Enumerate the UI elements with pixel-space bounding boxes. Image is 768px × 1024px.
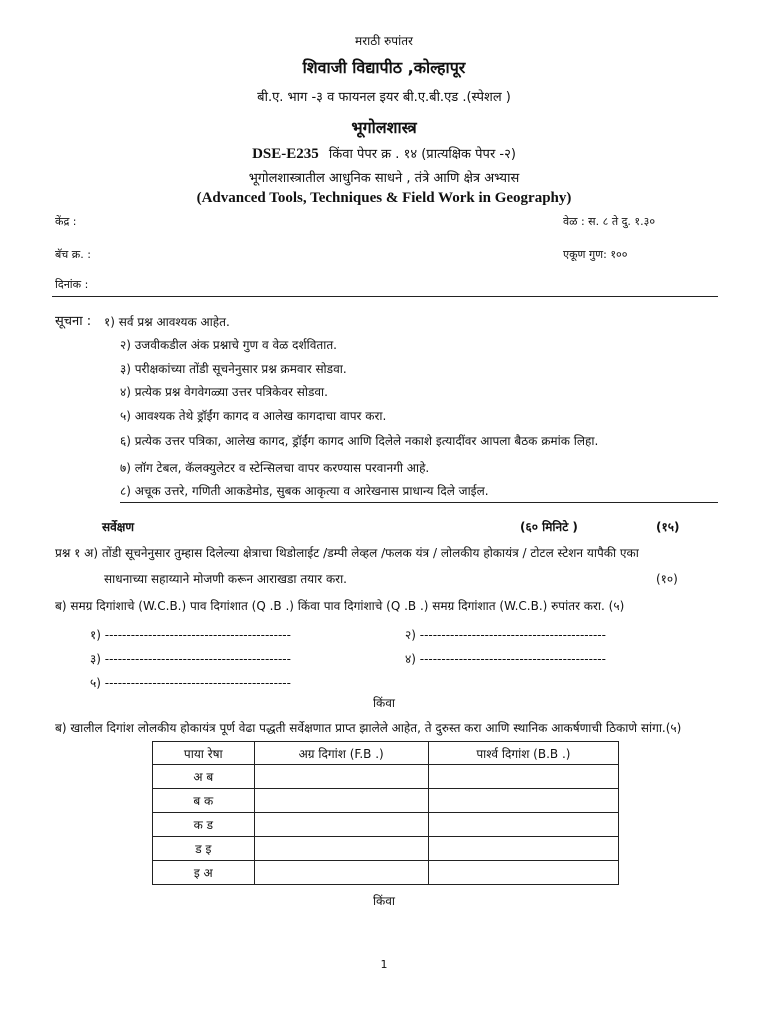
answer-blank: २) -------------------------------------------	[405, 628, 606, 642]
table-cell-line: ड इ	[153, 837, 255, 861]
section-title: सर्वेक्षण	[102, 520, 135, 534]
table-header: अग्र दिगांश (F.B .)	[254, 742, 428, 765]
translation-note: मराठी रुपांतर	[355, 34, 413, 48]
instruction-item: ६) प्रत्येक उत्तर पत्रिका, आलेख कागद, ड्रॉईंग कागद आणि दिलेले नकाशे इत्यादींवर आपला बैठक क्रमांक लिहा.	[120, 434, 599, 448]
table-cell-bb[interactable]	[428, 837, 618, 861]
table-cell-bb[interactable]	[428, 813, 618, 837]
title-english: (Advanced Tools, Techniques & Field Work in Geography)	[196, 190, 572, 206]
table-row	[153, 861, 619, 885]
answer-blank: ४) -------------------------------------------	[405, 652, 606, 666]
university-name: शिवाजी विद्यापीठ ,कोल्हापूर	[302, 58, 466, 77]
instructions-label: सूचना :	[55, 314, 92, 329]
paper-code: DSE-E235	[252, 146, 319, 162]
or-label: किंवा	[372, 894, 396, 908]
paper-info: किंवा पेपर क्र . १४ (प्रात्यक्षिक पेपर -२)	[328, 147, 516, 162]
question-1b-alt-text: ब) खालील दिगांश लोलकीय होकायंत्र पूर्ण वेढा पद्धती सर्वेक्षणात प्राप्त झालेले आहेत, ते दुरुस्त करा आणि स्थानिक आकर्षणाची ठिकाणे सांगा.(५)	[55, 721, 682, 735]
table-header: पार्श्व दिगांश (B.B .)	[428, 742, 618, 765]
table-cell-fb[interactable]	[254, 789, 428, 813]
instruction-item: ८) अचूक उत्तरे, गणिती आकडेमोड, सुबक आकृत्या व आरेखनास प्राधान्य दिले जाईल.	[120, 484, 489, 498]
page-number: 1	[380, 958, 388, 971]
marks-label: एकूण गुण: १००	[563, 248, 628, 261]
question-1b-text: ब) समग्र दिगांशाचे (W.C.B.) पाव दिगांशात (Q .B .) किंवा पाव दिगांशाचे (Q .B .) समग्र दिगांशात (W.C.B.) रुपांतर करा. (५)	[55, 599, 625, 613]
instruction-item: ५) आवश्यक तेथे ड्रॉईंग कागद व आलेख कागदाचा वापर करा.	[120, 409, 387, 423]
table-cell-fb[interactable]	[254, 861, 428, 885]
section-time: (६० मिनिटे )	[520, 520, 578, 534]
instruction-item: ३) परीक्षकांच्या तोंडी सूचनेनुसार प्रश्न क्रमवार सोडवा.	[120, 362, 347, 376]
or-label: किंवा	[372, 696, 396, 710]
table-cell-bb[interactable]	[428, 765, 618, 789]
instruction-item: ७) लॉग टेबल, कॅलक्युलेटर व स्टेन्सिलचा वापर करण्यास परवानगी आहे.	[120, 461, 430, 475]
table-row	[153, 765, 619, 789]
answer-blank: ३) -------------------------------------------	[90, 652, 291, 666]
divider-instructions	[120, 502, 718, 503]
question-1a-line1: प्रश्न १ अ) तोंडी सूचनेनुसार तुम्हास दिलेल्या क्षेत्राचा थिडोलाईट /डम्पी लेव्हल /फलक यंत्र / लोलकीय होकायंत्र / टोटल स्टेशन यापैकी एका	[55, 546, 639, 560]
table-cell-bb[interactable]	[428, 861, 618, 885]
table-cell-line: ब क	[153, 789, 255, 813]
table-header-row	[153, 742, 619, 765]
table-cell-line: इ अ	[153, 861, 255, 885]
table-cell-bb[interactable]	[428, 789, 618, 813]
answer-blank: ५) -------------------------------------------	[90, 676, 291, 690]
answer-blank: १) -------------------------------------------	[90, 628, 291, 642]
table-row	[153, 813, 619, 837]
batch-label: बॅच क्र. :	[55, 248, 91, 261]
table-cell-fb[interactable]	[254, 813, 428, 837]
bearing-table	[152, 741, 619, 885]
question-1a-line2: साधनाच्या सहाय्याने मोजणी करून आराखडा तयार करा.	[104, 572, 347, 586]
table-row	[153, 789, 619, 813]
title-marathi: भूगोलशास्त्रातील आधुनिक साधने , तंत्रे आणि क्षेत्र अभ्यास	[248, 171, 520, 186]
table-cell-line: अ ब	[153, 765, 255, 789]
course-name: बी.ए. भाग -३ व फायनल इयर बी.ए.बी.एड .(स्पेशल )	[257, 90, 511, 105]
table-header: पाया रेषा	[153, 742, 255, 765]
date-label: दिनांक :	[55, 278, 89, 291]
instruction-item: २) उजवीकडील अंक प्रश्नाचे गुण व वेळ दर्शवितात.	[120, 338, 337, 352]
subject-name: भूगोलशास्त्र	[351, 118, 417, 137]
paper-line	[0, 144, 768, 163]
table-row	[153, 837, 619, 861]
time-label: वेळ : स. ८ ते दु. १.३०	[563, 215, 656, 228]
table-cell-fb[interactable]	[254, 837, 428, 861]
instruction-item: १) सर्व प्रश्न आवश्यक आहेत.	[104, 315, 230, 329]
divider-top	[52, 296, 718, 297]
question-1a-marks: (१०)	[656, 572, 678, 586]
instruction-item: ४) प्रत्येक प्रश्न वेगवेगळ्या उत्तर पत्रिकेवर सोडवा.	[120, 385, 328, 399]
center-label: केंद्र :	[55, 215, 77, 228]
table-cell-fb[interactable]	[254, 765, 428, 789]
section-marks: (१५)	[656, 520, 680, 534]
table-cell-line: क ड	[153, 813, 255, 837]
